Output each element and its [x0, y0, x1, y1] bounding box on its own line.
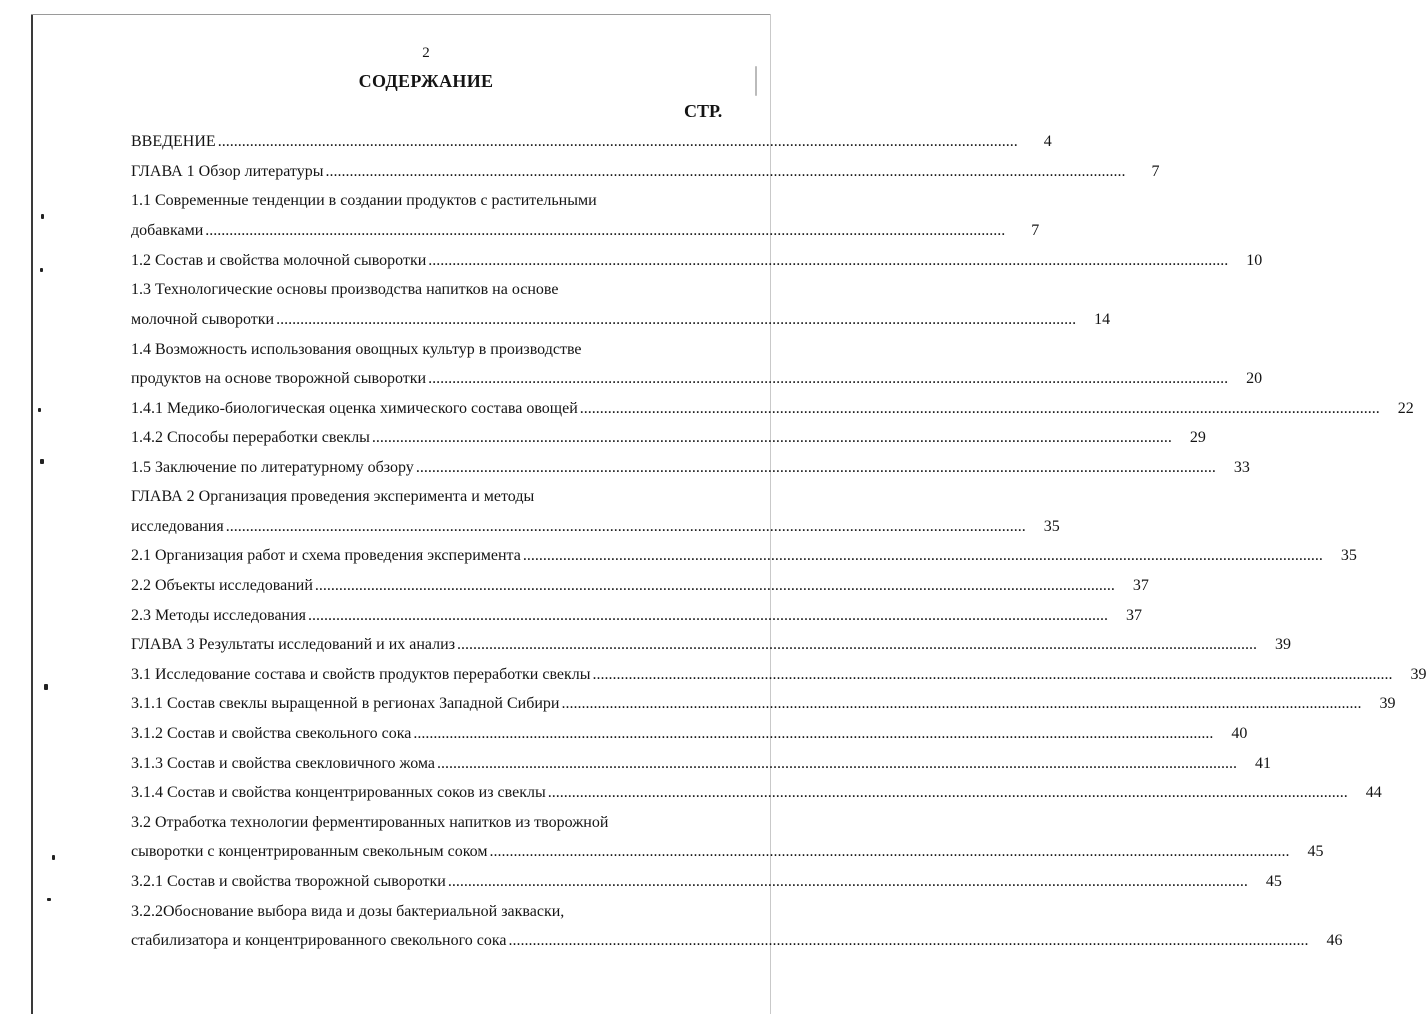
toc-entry — [131, 218, 1040, 244]
toc-entry — [131, 632, 1292, 658]
toc-entry-text: ВВЕДЕНИЕ — [131, 133, 216, 150]
page-number: 2 — [422, 45, 430, 61]
toc-entry — [131, 543, 1357, 569]
toc-leader-dots: ........................................................................................................................................................................................................ — [413, 725, 1214, 742]
toc-leader-dots: ........................................................................................................................................................................................................ — [489, 843, 1290, 860]
toc-entry-text: ГЛАВА 2 Организация проведения эксперимента и методы — [131, 488, 535, 505]
toc-entry-page: 45 — [1307, 843, 1324, 860]
toc-leader-dots: ........................................................................................................................................................................................................ — [522, 547, 1323, 564]
toc-entry-text: 3.1.3 Состав и свойства свекловичного жома — [131, 755, 436, 772]
toc-leader-dots: ........................................................................................................................................................................................................ — [314, 577, 1115, 594]
scan-speck — [40, 459, 44, 464]
toc-entry-page: 41 — [1255, 755, 1272, 772]
toc-leader-dots: ........................................................................................................................................................................................................ — [415, 459, 1216, 476]
toc-entry — [131, 721, 1248, 747]
toc-entry-text: 1.1 Современные тенденции в создании продуктов с растительными — [131, 192, 597, 209]
toc-entry — [131, 662, 1427, 688]
toc-entry-wrapped — [131, 810, 717, 836]
toc-entry-text: 1.3 Технологические основы производства напитков на основе — [131, 281, 559, 298]
toc-entry — [131, 928, 1343, 954]
toc-entry-page: 22 — [1397, 400, 1414, 417]
toc-entry-wrapped — [131, 337, 717, 363]
toc-entry-page: 29 — [1189, 429, 1206, 446]
scan-border-top — [31, 14, 771, 15]
scan-speck — [52, 855, 55, 860]
toc-entry-page: 40 — [1231, 725, 1248, 742]
toc-entry-page: 10 — [1246, 252, 1263, 269]
toc-entry-text: 1.5 Заключение по литературному обзору — [131, 459, 414, 476]
toc-entry-page: 35 — [1340, 547, 1357, 564]
toc-entry-text: 1.4 Возможность использования овощных культур в производстве — [131, 341, 582, 358]
page-title: СОДЕРЖАНИЕ — [358, 71, 494, 91]
toc-leader-dots: ........................................................................................................................................................................................................ — [547, 784, 1348, 801]
toc-entry-page: 20 — [1246, 370, 1263, 387]
toc-entry-text: добавками — [131, 222, 204, 239]
toc-entry-text: 1.2 Состав и свойства молочной сыворотки — [131, 252, 427, 269]
toc-leader-dots: ........................................................................................................................................................................................................ — [447, 873, 1248, 890]
toc-entry-page: 4 — [1043, 133, 1052, 150]
toc-entry — [131, 425, 1206, 451]
toc-leader-dots: ........................................................................................................................................................................................................ — [325, 163, 1126, 180]
toc-entry-text: 3.1.4 Состав и свойства концентрированных соков из свеклы — [131, 784, 546, 801]
toc-entry-text: 1.4.2 Способы переработки свеклы — [131, 429, 370, 446]
toc-entry-text: 3.1 Исследование состава и свойств продуктов переработки свеклы — [131, 666, 591, 683]
toc-entry-text: исследования — [131, 518, 224, 535]
toc-entry-text: 3.2 Отработка технологии ферментированных напитков из творожной — [131, 814, 609, 831]
toc-entry-page: 35 — [1043, 518, 1060, 535]
toc-entry-text: 3.1.2 Состав и свойства свекольного сока — [131, 725, 412, 742]
toc-entry-text: 3.2.2Обоснование выбора вида и дозы бактериальной закваски, — [131, 903, 565, 920]
toc-leader-dots: ........................................................................................................................................................................................................ — [205, 222, 1006, 239]
toc-entry-text: ГЛАВА 3 Результаты исследований и их анализ — [131, 636, 456, 653]
toc-entry-page: 7 — [1151, 163, 1160, 180]
toc-entry-wrapped — [131, 188, 717, 214]
toc-leader-dots: ........................................................................................................................................................................................................ — [592, 666, 1393, 683]
toc-entry-page: 37 — [1132, 577, 1149, 594]
toc-entry — [131, 455, 1250, 481]
page-column-header: СТР. — [684, 101, 723, 121]
toc-entry-page: 7 — [1031, 222, 1040, 239]
toc-entry-page: 46 — [1326, 932, 1343, 949]
toc-leader-dots: ........................................................................................................................................................................................................ — [308, 607, 1109, 624]
toc-leader-dots: ........................................................................................................................................................................................................ — [508, 932, 1309, 949]
toc-entry-wrapped — [131, 484, 717, 510]
toc-entry-page: 45 — [1265, 873, 1282, 890]
toc-entry-page: 39 — [1275, 636, 1292, 653]
toc-entry-text: молочной сыворотки — [131, 311, 275, 328]
toc-entry-text: 3.1.1 Состав свеклы выращенной в регионах Западной Сибири — [131, 695, 560, 712]
toc-entry — [131, 366, 1263, 392]
toc-leader-dots: ........................................................................................................................................................................................................ — [428, 252, 1229, 269]
scan-speck — [41, 214, 44, 219]
scan-speck — [47, 898, 51, 901]
toc-leader-dots: ........................................................................................................................................................................................................ — [457, 636, 1258, 653]
toc-entry-text: сыворотки с концентрированным свекольным соком — [131, 843, 488, 860]
toc-entry-text: 1.4.1 Медико-биологическая оценка химического состава овощей — [131, 400, 578, 417]
scan-speck — [40, 268, 43, 272]
toc-entry-text: продуктов на основе творожной сыворотки — [131, 370, 427, 387]
toc-entry — [131, 839, 1324, 865]
toc-entry-page: 39 — [1410, 666, 1427, 683]
toc-entry — [131, 514, 1060, 540]
toc-entry-page: 39 — [1379, 695, 1396, 712]
toc-entry — [131, 869, 1282, 895]
toc-leader-dots: ........................................................................................................................................................................................................ — [579, 400, 1380, 417]
toc-entry-text: 2.1 Организация работ и схема проведения эксперимента — [131, 547, 521, 564]
toc-entry — [131, 691, 1396, 717]
scan-speck — [38, 408, 41, 412]
toc-entry-page: 37 — [1126, 607, 1143, 624]
scan-speck — [44, 684, 48, 690]
toc-entry — [131, 159, 1160, 185]
toc-entry — [131, 780, 1382, 806]
toc-entry — [131, 603, 1143, 629]
toc-leader-dots: ........................................................................................................................................................................................................ — [371, 429, 1172, 446]
toc-leader-dots: ........................................................................................................................................................................................................ — [217, 133, 1018, 150]
toc-entry-page: 33 — [1233, 459, 1250, 476]
toc-entry — [131, 307, 1111, 333]
toc-leader-dots: ........................................................................................................................................................................................................ — [561, 695, 1362, 712]
toc-entry-text: 3.2.1 Состав и свойства творожной сыворотки — [131, 873, 446, 890]
toc-entry-text: 2.2 Объекты исследований — [131, 577, 313, 594]
toc-entry-page: 44 — [1365, 784, 1382, 801]
toc-entry — [131, 248, 1263, 274]
toc-entry — [131, 573, 1149, 599]
toc-leader-dots: ........................................................................................................................................................................................................ — [276, 311, 1077, 328]
toc-entry-text: ГЛАВА 1 Обзор литературы — [131, 163, 324, 180]
toc-entry — [131, 396, 1414, 422]
toc-entry-wrapped — [131, 277, 717, 303]
toc-entry — [131, 129, 1052, 155]
toc-entry-text: стабилизатора и концентрированного свекольного сока — [131, 932, 507, 949]
toc-entry-page: 14 — [1094, 311, 1111, 328]
toc-leader-dots: ........................................................................................................................................................................................................ — [437, 755, 1238, 772]
scan-border-left — [31, 14, 33, 1014]
toc-leader-dots: ........................................................................................................................................................................................................ — [428, 370, 1229, 387]
toc-entry — [131, 751, 1272, 777]
toc-entry-text: 2.3 Методы исследования — [131, 607, 307, 624]
toc-leader-dots: ........................................................................................................................................................................................................ — [225, 518, 1026, 535]
toc-entry-wrapped — [131, 899, 717, 925]
